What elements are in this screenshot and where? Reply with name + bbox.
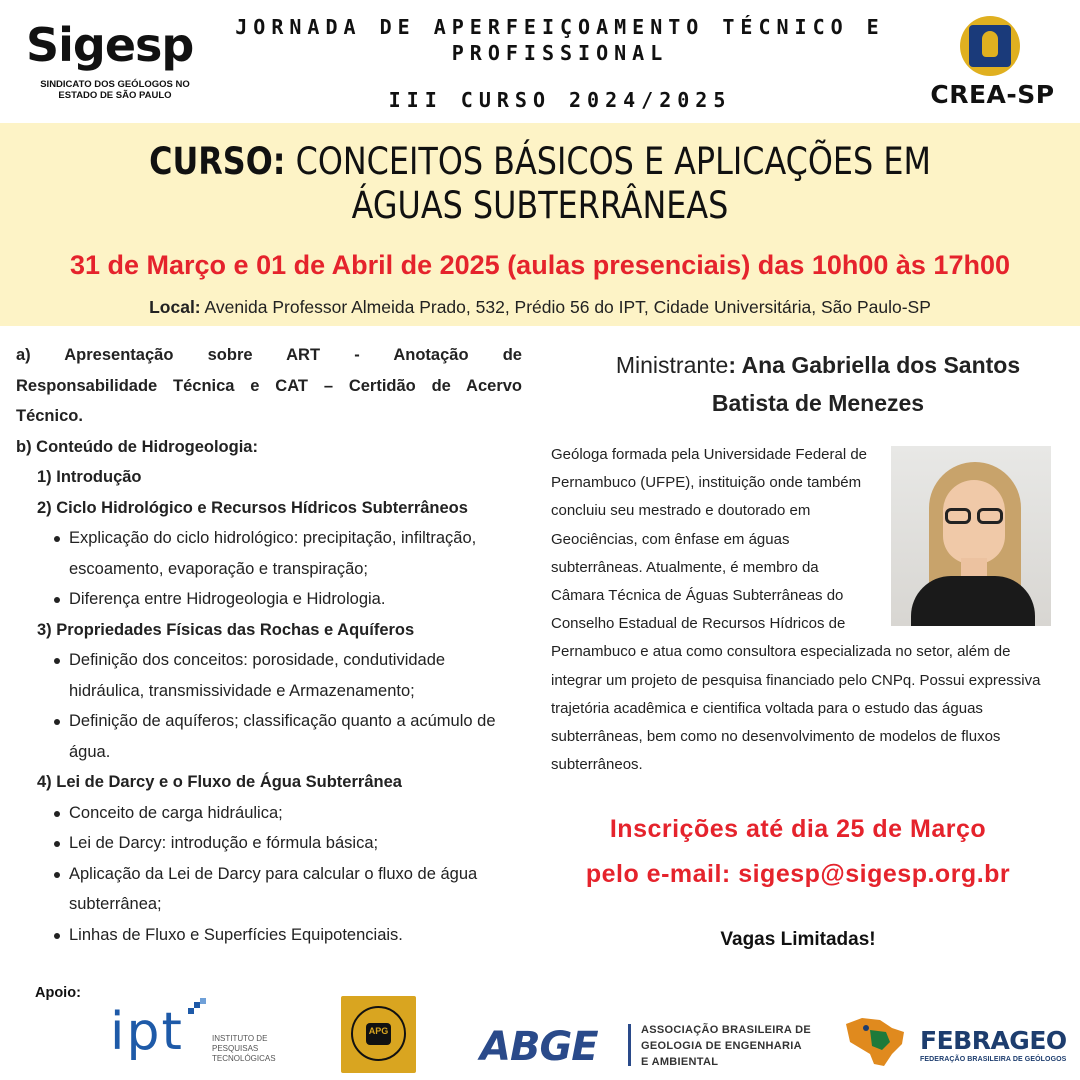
abge-logo: [478, 1022, 811, 1076]
program-content: [16, 340, 522, 950]
instructor-bio-block: [551, 441, 1051, 779]
section-bullets: [16, 645, 522, 767]
sigesp-logo-wordmark: Sigesp: [26, 18, 194, 72]
ipt-logo: [110, 998, 280, 1074]
section-title: 1) Introdução: [37, 468, 142, 486]
jornada-title: JORNADA DE APERFEIÇOAMENTO TÉCNICO E PROFISSIONAL: [235, 15, 885, 65]
program-item-a: Técnico.: [16, 407, 83, 425]
sigesp-logo: [18, 14, 208, 114]
limited-seats-note: Vagas Limitadas!: [720, 929, 876, 950]
registration-email[interactable]: pelo e-mail: sigesp@sigesp.org.br: [585, 860, 1011, 888]
location-value: Avenida Professor Almeida Prado, 532, Prédio 56 do IPT, Cidade Universitária, São Paulo-SP: [204, 297, 931, 317]
registration-deadline: Inscrições até dia 25 de Março: [609, 815, 987, 843]
list-item: Lei de Darcy: introdução e fórmula básica;: [69, 828, 522, 859]
section-title: 2) Ciclo Hidrológico e Recursos Hídricos Subterrâneos: [37, 498, 468, 517]
instructor-bio: Geóloga formada pela Universidade Federal de Pernambuco (UFPE), instituição onde também concluiu seu mestrado e doutorado em Geociências, com ênfase em águas subterrâneas. Atualmente, é membro da Câmara Técnica de Águas Subterrâneas do Conselho Estadual de Recursos Hídricos de Pernambuco e atua como consultora especializada no setor, além de integrar um projeto de pesquisa financiado pelo CNPq. Possui expressiva trajetória acadêmica e cientifica voltada para o estudo das águas subterrâneas, bem como no desenvolvimento de modelos de fluxos subterrâneos.: [551, 446, 1041, 774]
instructor-label: Ministrante: [615, 352, 729, 378]
list-item: Definição de aquíferos; classificação quanto a acúmulo de água.: [69, 706, 522, 767]
section-title: 3) Propriedades Físicas das Rochas e Aquíferos: [37, 620, 415, 639]
febrageo-logo: [840, 1012, 1067, 1072]
list-item: Diferença entre Hidrogeologia e Hidrologia.: [69, 584, 522, 615]
crea-emblem-icon: [960, 16, 1020, 76]
curso-edition: III CURSO 2024/2025: [388, 88, 732, 112]
instructor-name: : Ana Gabriella dos Santos Batista de Menezes: [711, 352, 1021, 416]
febrageo-logo-subtitle: FEDERAÇÃO BRASILEIRA DE GEÓLOGOS: [920, 1056, 1067, 1063]
apg-logo: [341, 996, 416, 1073]
crea-sp-logo: [925, 14, 1060, 114]
section-bullets: [16, 523, 522, 615]
ipt-logo-wordmark: ipt: [110, 1002, 184, 1062]
list-item: Conceito de carga hidráulica;: [69, 798, 522, 829]
support-label: Apoio:: [35, 985, 81, 1001]
abge-logo-text: ASSOCIAÇÃO BRASILEIRA DE GEOLOGIA DE ENGENHARIA E AMBIENTAL: [641, 1024, 811, 1068]
abge-logo-mark: ABGE: [480, 1024, 598, 1070]
instructor-photo: [891, 446, 1051, 626]
list-item: Aplicação da Lei de Darcy para calcular o fluxo de água subterrânea;: [69, 859, 522, 920]
crea-logo-text: CREA-SP: [930, 80, 1055, 109]
section-title: 4) Lei de Darcy e o Fluxo de Água Subterrânea: [37, 773, 402, 791]
ipt-logo-subtitle: INSTITUTO DE PESQUISAS TECNOLÓGICAS: [212, 1034, 276, 1063]
program-item-b: b) Conteúdo de Hidrogeologia:: [16, 437, 258, 456]
course-dates: 31 de Março e 01 de Abril de 2025 (aulas presenciais) das 10h00 às 17h00: [69, 250, 1010, 280]
apg-monogram: APG: [368, 1026, 389, 1036]
sigesp-logo-subtitle: SINDICATO DOS GEÓLOGOS NO ESTADO DE SÃO PAULO: [40, 79, 190, 101]
course-location: [20, 297, 1060, 318]
instructor-heading: [580, 346, 1056, 422]
glasses-icon: [941, 508, 1007, 526]
course-label: CURSO:: [149, 140, 286, 183]
febrageo-logo-name: FEBRAGEO: [920, 1026, 1067, 1055]
list-item: Explicação do ciclo hidrológico: precipitação, infiltração, escoamento, evaporação e transpiração;: [69, 523, 522, 584]
course-title: [127, 140, 953, 228]
list-item: Linhas de Fluxo e Superfícies Equipotenciais.: [69, 920, 522, 951]
program-item-a: Responsabilidade Técnica e CAT – Certidão de Acervo: [16, 376, 522, 395]
location-label: Local:: [149, 297, 201, 317]
program-item-a: a) Apresentação sobre ART - Anotação de: [16, 346, 522, 364]
list-item: Definição dos conceitos: porosidade, condutividade hidráulica, transmissividade e Armazenamento;: [69, 645, 522, 706]
brazil-map-icon: [840, 1014, 910, 1070]
course-name: CONCEITOS BÁSICOS E APLICAÇÕES EM ÁGUAS SUBTERRÂNEAS: [295, 140, 931, 227]
section-bullets: [16, 798, 522, 951]
